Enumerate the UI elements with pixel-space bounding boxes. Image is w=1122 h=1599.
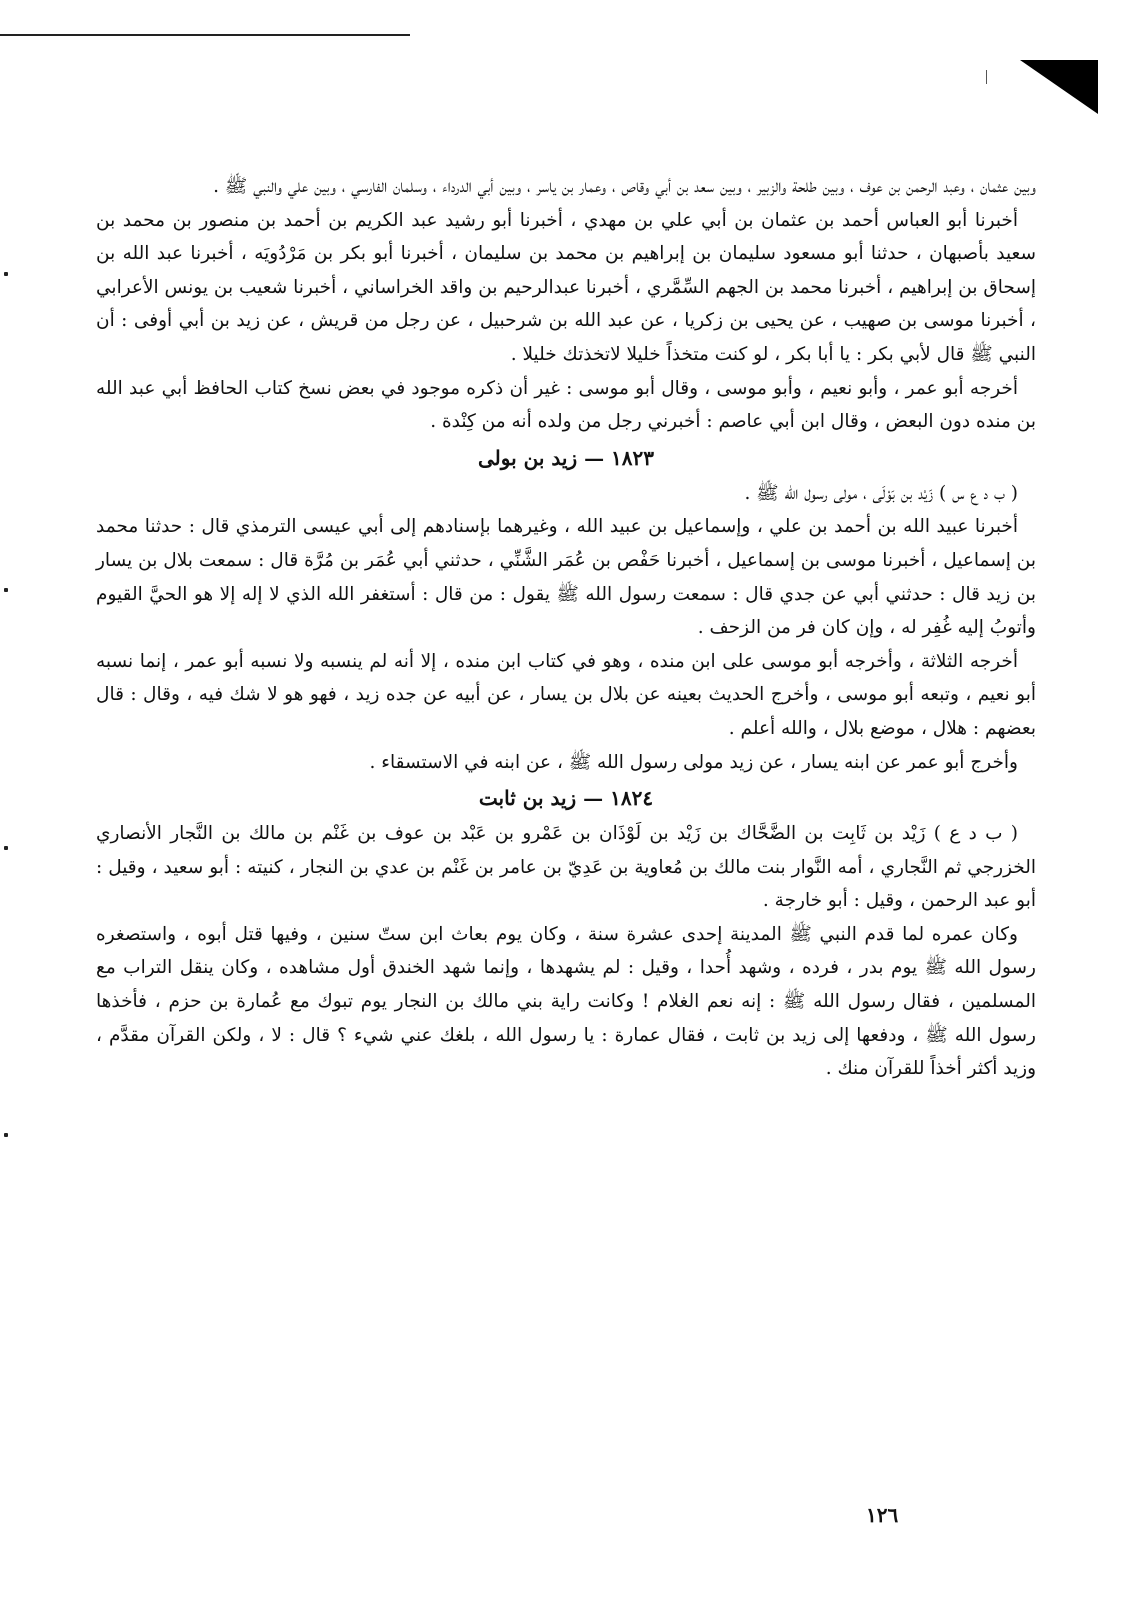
entry-1823-intro: ( ب د ع س ) زَيْد بن بَوْلَى ، مولى رسول الله ﷺ . [744, 482, 1018, 504]
margin-dot [4, 272, 8, 276]
entry-1823-hadith: أخبرنا عبيد الله بن أحمد بن علي ، وإسماعيل بن عبيد الله ، وغيرهما بإسنادهم إلى أبي عيسى الترمذي قال : حدثنا محمد بن إسماعيل ، أخبرنا موسى بن إسماعيل ، أخبرنا حَفْص بن عُمَر الشَّنِّي ، حدثني أبي عُمَر بن مُرَّة قال : سمعت بلال بن يسار بن زيد قال : حدثني أبي عن جدي قال : سمعت رسول الله ﷺ يقول : من قال : أستغفر الله الذي لا إله إلا هو الحيَّ القيوم وأتوبُ إليه غُفِر له ، وإن كان فر من الزحف . [96, 516, 1036, 639]
page-body [96, 170, 1036, 1086]
margin-dot [4, 846, 8, 850]
entry-heading-1823: ١٨٢٣ — زيد بن بولى [478, 445, 654, 470]
paragraph-opening: وبين عثمان ، وعبد الرحمن بن عوف ، وبين طلحة والزبير ، وبين سعد بن أبي وقاص ، وعمار بن ياسر ، وبين أبي الدرداء ، وسلمان الفارسي ، وبين علي والنبي ﷺ . [213, 176, 1036, 197]
entry-1824-intro: ( ب د ع ) زَيْد بن ثَابِت بن الضَّحَّاك بن زَيْد بن لَوْذَان بن عَمْرو بن عَبْد بن عوف بن غَنْم بن مالك بن النَّجار الأنصاري الخزرجي ثم النَّجاري ، أمه النَّوار بنت مالك بن مُعاوية بن عَدِيّ بن عامر بن غَنْم بن عدي بن النجار ، كنيته : أبو سعيد ، وقيل : أبو عبد الرحمن ، وقيل : أبو خارجة . [96, 823, 1036, 912]
margin-dot [4, 588, 8, 592]
scan-tick-mark [986, 70, 987, 84]
entry-1823-takhrij: أخرجه الثلاثة ، وأخرجه أبو موسى على ابن منده ، وهو في كتاب ابن منده ، إلا أنه لم ينسبه ولا نسبه أبو عمر ، إنما نسبه أبو نعيم ، وتبعه أبو موسى ، وأخرج الحديث بعينه عن بلال بن يسار ، عن أبيه عن جده زيد ، فهو هو لا شك فيه ، وقال : قال بعضهم : هلال ، موضع بلال ، والله أعلم . [96, 650, 1036, 739]
paragraph-takhrij: أخرجه أبو عمر ، وأبو نعيم ، وأبو موسى ، وقال أبو موسى : غير أن ذكره موجود في بعض نسخ كتاب الحافظ أبي عبد الله بن منده دون البعض ، وقال ابن أبي عاصم : أخبرني رجل من ولده أنه من كِنْدة . [96, 377, 1036, 433]
entry-heading-1824: ١٨٢٤ — زيد بن ثابت [478, 786, 654, 811]
page-corner-marker [1020, 60, 1098, 114]
entry-1823-note: وأخرج أبو عمر عن ابنه يسار ، عن زيد مولى رسول الله ﷺ ، عن ابنه في الاستسقاء . [369, 751, 1018, 773]
entry-1824-biography: وكان عمره لما قدم النبي ﷺ المدينة إحدى عشرة سنة ، وكان يوم بعاث ابن ستّ سنين ، وفيها قتل أبوه ، واستصغره رسول الله ﷺ يوم بدر ، فرده ، وشهد أُحدا ، وقيل : لم يشهدها ، وإنما شهد الخندق أول مشاهده ، وكان ينقل التراب مع المسلمين ، فقال رسول الله ﷺ : إنه نعم الغلام ! وكانت راية بني مالك بن النجار يوم تبوك مع عُمارة بن حزم ، فأخذها رسول الله ﷺ ، ودفعها إلى زيد بن ثابت ، فقال عمارة : يا رسول الله ، بلغك عني شيء ؟ قال : لا ، ولكن القرآن مقدَّم ، وزيد أكثر أخذاً للقرآن منك . [96, 923, 1036, 1080]
page-number: ١٢٦ [866, 1503, 899, 1527]
paragraph-isnad: أخبرنا أبو العباس أحمد بن عثمان بن أبي علي بن مهدي ، أخبرنا أبو رشيد عبد الكريم بن أحمد بن منصور بن محمد بن سعيد بأصبهان ، حدثنا أبو مسعود سليمان بن إبراهيم بن محمد بن سليمان ، أخبرنا أبو بكر بن مَرْدُويَه ، أخبرنا عبد الله بن إسحاق بن إبراهيم ، أخبرنا محمد بن الجهم السِّمَّري ، أخبرنا عبدالرحيم بن واقد الخراساني ، أخبرنا شعيب بن يونس الأعرابي ، أخبرنا موسى بن صهيب ، عن يحيى بن زكريا ، عن عبد الله بن شرحبيل ، عن رجل من قريش ، عن زيد بن أبي أوفى : أن النبي ﷺ قال لأبي بكر : يا أبا بكر ، لو كنت متخذاً خليلا لاتخذتك خليلا . [96, 209, 1036, 365]
scan-border-line [0, 34, 410, 36]
margin-dot [4, 1133, 8, 1137]
